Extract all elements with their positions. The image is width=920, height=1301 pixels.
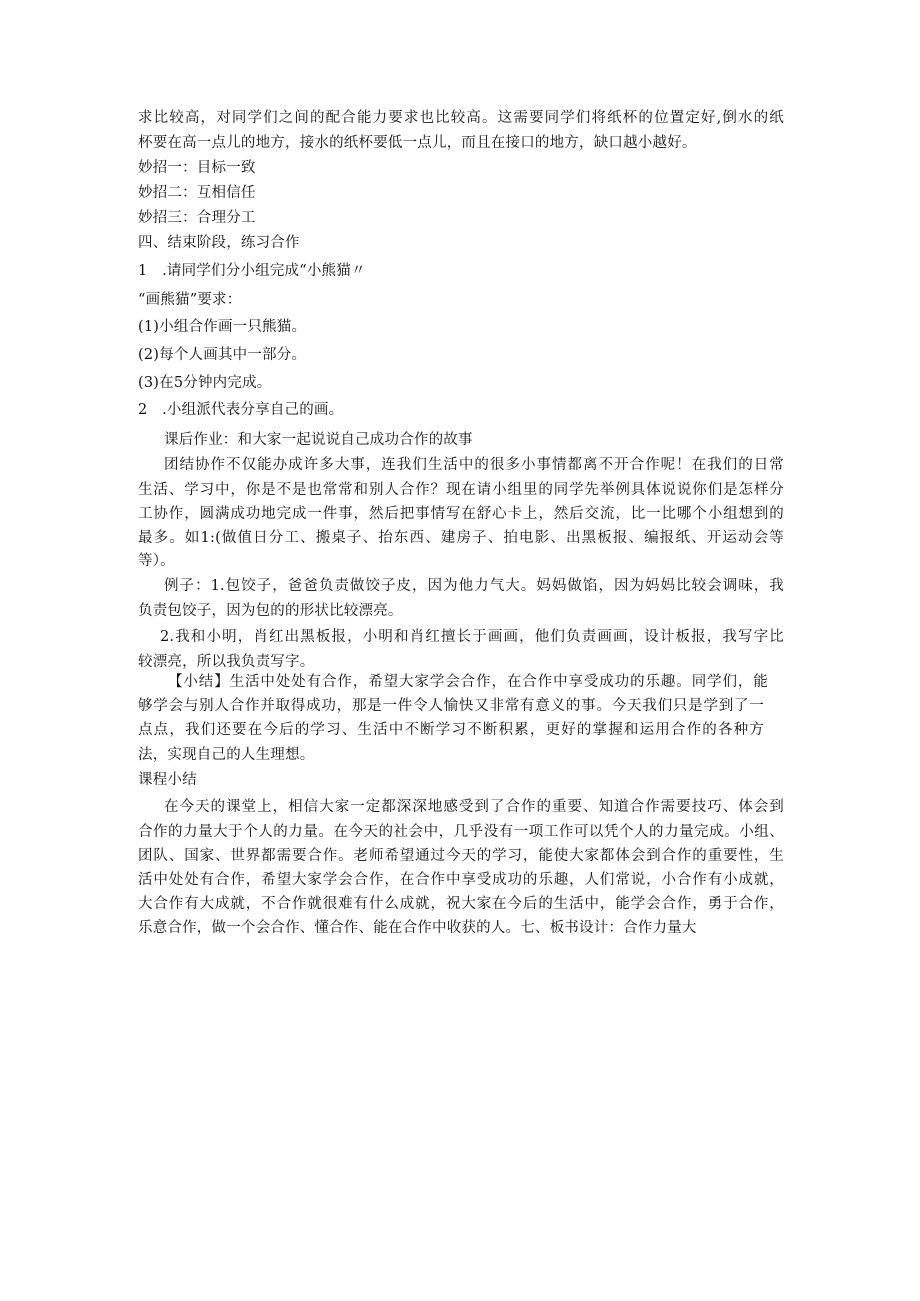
paragraph-line: 在今天的课堂上，相信大家一定都深深地感受到了合作的重要、知道合作需要技巧、体会到 <box>164 799 784 815</box>
paragraph-line: 合作的力量大于个人的力量。在今天的社会中，几乎没有一项工作可以凭个人的力量完成。小组、 <box>138 824 784 840</box>
paragraph-line: 团队、国家、世界都需要合作。老师希望通过今天的学习，能使大家都体会到合作的重要性，生 <box>138 848 784 864</box>
homework-heading: 课后作业：和大家一起说说自己成功合作的故事 <box>164 432 473 448</box>
summary-line: 【小结】生活中处处有合作，希望大家学会合作，在合作中享受成功的乐趣。同学们，能 <box>168 674 768 690</box>
tip-item: 妙招三：合理分工 <box>138 210 256 226</box>
paragraph-line: 最多。如1:(做值日分工、搬桌子、抬东西、建房子、拍电影、出黑板报、编报纸、开运动会等 <box>138 530 784 546</box>
requirement-item: (3)在5分钟内完成。 <box>138 375 272 391</box>
summary-line: 够学会与别人合作并取得成功，那是一件令人愉快又非常有意义的事。今天我们只是学到了一 <box>138 698 764 714</box>
example-line: 负责包饺子，因为包的的形状比较漂亮。 <box>138 603 403 619</box>
paragraph-line: 乐意合作，做一个会合作、懂合作、能在合作中收获的人。七、板书设计：合作力量大 <box>138 920 697 936</box>
example-line: 较漂亮，所以我负责写字。 <box>138 654 315 670</box>
requirement-heading: “画熊猫”要求： <box>138 292 242 308</box>
paragraph-line: 杯要在高一点儿的地方，接水的纸杯要低一点儿，而且在接口的地方，缺口越小越好。 <box>138 135 697 151</box>
requirement-item: (1)小组合作画一只熊猫。 <box>138 319 307 335</box>
example-line: 2.我和小明，肖红出黑板报，小明和肖红擅长于画画，他们负责画画，设计板报，我写字比 <box>160 629 784 645</box>
paragraph-line: 求比较高，对同学们之间的配合能力要求也比较高。这需要同学们将纸杯的位置定好,倒水的纸 <box>138 110 784 126</box>
course-summary-heading: 课程小结 <box>138 772 197 788</box>
paragraph-line: 等）。 <box>138 553 175 569</box>
tip-item: 妙招二：互相信任 <box>138 185 256 201</box>
paragraph-line: 工协作，圆满成功地完成一件事，然后把事情写在舒心卡上，然后交流，比一比哪个小组想到的 <box>138 506 784 522</box>
paragraph-line: 大合作有大成就，不合作就很难有什么成就，祝大家在今后的生活中，能学会合作，勇于合作， <box>138 896 784 912</box>
requirement-item: (2)每个人画其中一部分。 <box>138 347 307 363</box>
summary-line: 法，实现自己的人生理想。 <box>138 747 315 763</box>
list-item: 1 .请同学们分小组完成“小熊猫〃 <box>138 263 366 279</box>
paragraph-line: 团结协作不仅能办成许多大事，连我们生活中的很多小事情都离不开合作呢！在我们的日常 <box>164 457 784 473</box>
list-item: 2 .小组派代表分享自己的画。 <box>138 402 344 418</box>
summary-line: 点点，我们还要在今后的学习、生活中不断学习不断积累，更好的掌握和运用合作的各种方 <box>138 722 764 738</box>
paragraph-line: 活中处处有合作，希望大家学会合作，在合作中享受成功的乐趣，人们常说，小合作有小成就， <box>138 872 784 888</box>
paragraph-line: 生活、学习中，你是不是也常常和别人合作？现在请小组里的同学先举例具体说说你们是怎样分 <box>138 482 784 498</box>
example-line: 例子：1.包饺子，爸爸负责做饺子皮，因为他力气大。妈妈做馅，因为妈妈比较会调味，我 <box>164 578 784 594</box>
tip-item: 妙招一：目标一致 <box>138 160 256 176</box>
section-heading: 四、结束阶段，练习合作 <box>138 235 300 251</box>
